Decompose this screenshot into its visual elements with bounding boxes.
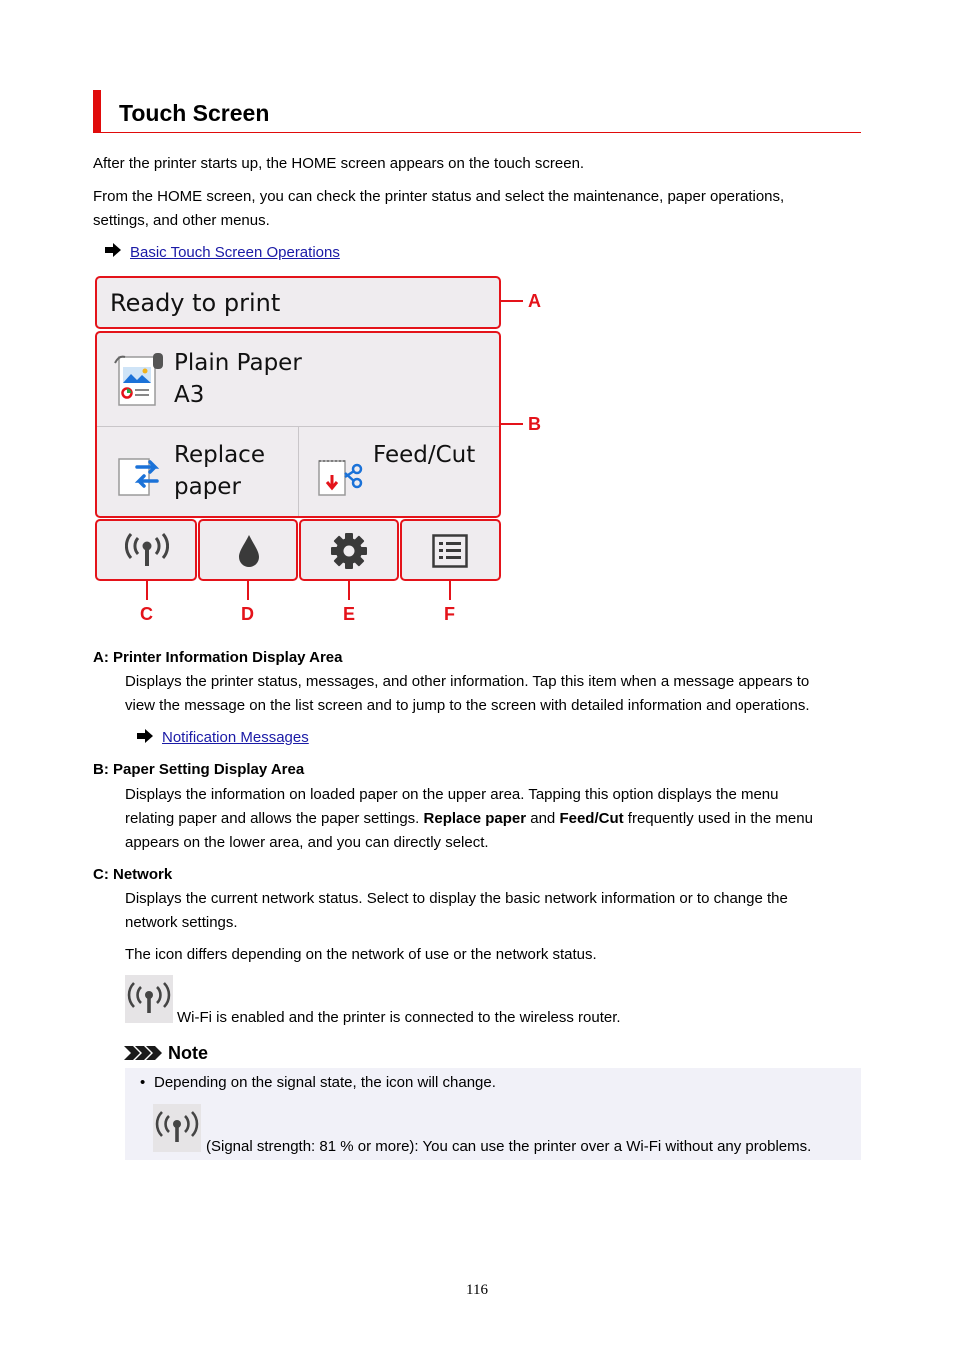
settings-button[interactable] bbox=[299, 519, 399, 581]
notification-messages-link[interactable]: Notification Messages bbox=[162, 729, 309, 746]
gear-icon bbox=[330, 532, 368, 574]
callout-c: C bbox=[140, 604, 153, 624]
note-heading: Note bbox=[168, 1043, 208, 1063]
intro-paragraph-1: After the printer starts up, the HOME screen appears on the touch screen. bbox=[93, 155, 585, 172]
list-menu-icon bbox=[432, 534, 468, 572]
section-c-line1: Displays the current network status. Select to display the basic network information or to change the bbox=[125, 890, 788, 907]
callout-f: F bbox=[444, 604, 455, 624]
paper-setting-panel bbox=[95, 331, 501, 518]
wifi-status-image bbox=[125, 975, 173, 1023]
section-b-line2 bbox=[125, 807, 813, 831]
status-panel[interactable] bbox=[95, 276, 501, 329]
callout-line-e bbox=[348, 581, 350, 600]
section-a-line2: view the message on the list screen and to jump to the screen with detailed information and operations. bbox=[125, 697, 810, 714]
paper-roll-icon bbox=[113, 349, 171, 413]
paper-size-label: A3 bbox=[174, 382, 205, 408]
wifi-status-text: Wi-Fi is enabled and the printer is connected to the wireless router. bbox=[177, 1009, 621, 1026]
section-b-line2-mid: and bbox=[526, 810, 560, 827]
section-c-line2: network settings. bbox=[125, 914, 238, 931]
right-arrow-icon bbox=[136, 728, 154, 748]
feed-cut-icon bbox=[317, 451, 369, 503]
callout-line-c bbox=[146, 581, 148, 600]
menu-button[interactable] bbox=[400, 519, 501, 581]
replace-label-line1: Replace bbox=[174, 442, 265, 468]
note-bullet-marker: • bbox=[140, 1074, 146, 1091]
intro-paragraph-2-line2: settings, and other menus. bbox=[93, 212, 270, 229]
replace-paper-button[interactable] bbox=[97, 427, 298, 516]
callout-d: D bbox=[241, 604, 254, 624]
network-button[interactable] bbox=[95, 519, 197, 581]
feed-cut-label: Feed/Cut bbox=[373, 442, 476, 468]
network-icon bbox=[153, 1104, 201, 1152]
network-icon bbox=[125, 532, 169, 572]
page-number: 116 bbox=[466, 1282, 488, 1298]
replace-paper-term: Replace paper bbox=[423, 810, 527, 827]
section-a-line1: Displays the printer status, messages, and other information. Tap this item when a message appears to bbox=[125, 673, 810, 690]
callout-line-d bbox=[247, 581, 249, 600]
section-b-line2-pre: relating paper and allows the paper settings. bbox=[125, 810, 424, 827]
callout-line-f bbox=[449, 581, 451, 600]
callout-line-a bbox=[501, 300, 523, 302]
title-accent-bar bbox=[93, 90, 101, 133]
basic-operations-link[interactable]: Basic Touch Screen Operations bbox=[130, 244, 340, 261]
signal-strength-image bbox=[153, 1104, 201, 1152]
section-c-line3: The icon differs depending on the network of use or the network status. bbox=[125, 946, 597, 963]
callout-b: B bbox=[528, 414, 541, 434]
section-a-title: A: Printer Information Display Area bbox=[93, 649, 343, 666]
section-b-title: B: Paper Setting Display Area bbox=[93, 761, 305, 778]
note-bullet-text: Depending on the signal state, the icon will change. bbox=[154, 1074, 496, 1091]
section-c-title: C: Network bbox=[93, 866, 173, 883]
feed-cut-button[interactable] bbox=[299, 427, 499, 516]
intro-paragraph-2-line1: From the HOME screen, you can check the printer status and select the maintenance, paper operations, bbox=[93, 188, 785, 205]
section-b-line1: Displays the information on loaded paper on the upper area. Tapping this option displays the menu bbox=[125, 786, 779, 803]
note-chevrons-icon bbox=[124, 1044, 164, 1066]
paper-type-label: Plain Paper bbox=[174, 350, 302, 376]
section-b-line3: appears on the lower area, and you can directly select. bbox=[125, 834, 489, 851]
network-icon bbox=[125, 975, 173, 1023]
callout-e: E bbox=[343, 604, 356, 624]
callout-line-b bbox=[501, 423, 523, 425]
feed-cut-term: Feed/Cut bbox=[559, 810, 624, 827]
signal-strength-text: (Signal strength: 81 % or more): You can use the printer over a Wi-Fi without any problems. bbox=[206, 1138, 812, 1155]
ink-button[interactable] bbox=[198, 519, 298, 581]
replace-paper-icon bbox=[117, 453, 163, 503]
callout-a: A bbox=[528, 291, 541, 311]
section-b-line2-post: frequently used in the menu bbox=[623, 810, 813, 827]
right-arrow-icon bbox=[104, 242, 122, 262]
status-text: Ready to print bbox=[110, 289, 281, 317]
replace-label-line2: paper bbox=[174, 474, 241, 500]
title-rule bbox=[101, 132, 861, 133]
page-title: Touch Screen bbox=[119, 100, 270, 126]
ink-drop-icon bbox=[236, 533, 262, 573]
